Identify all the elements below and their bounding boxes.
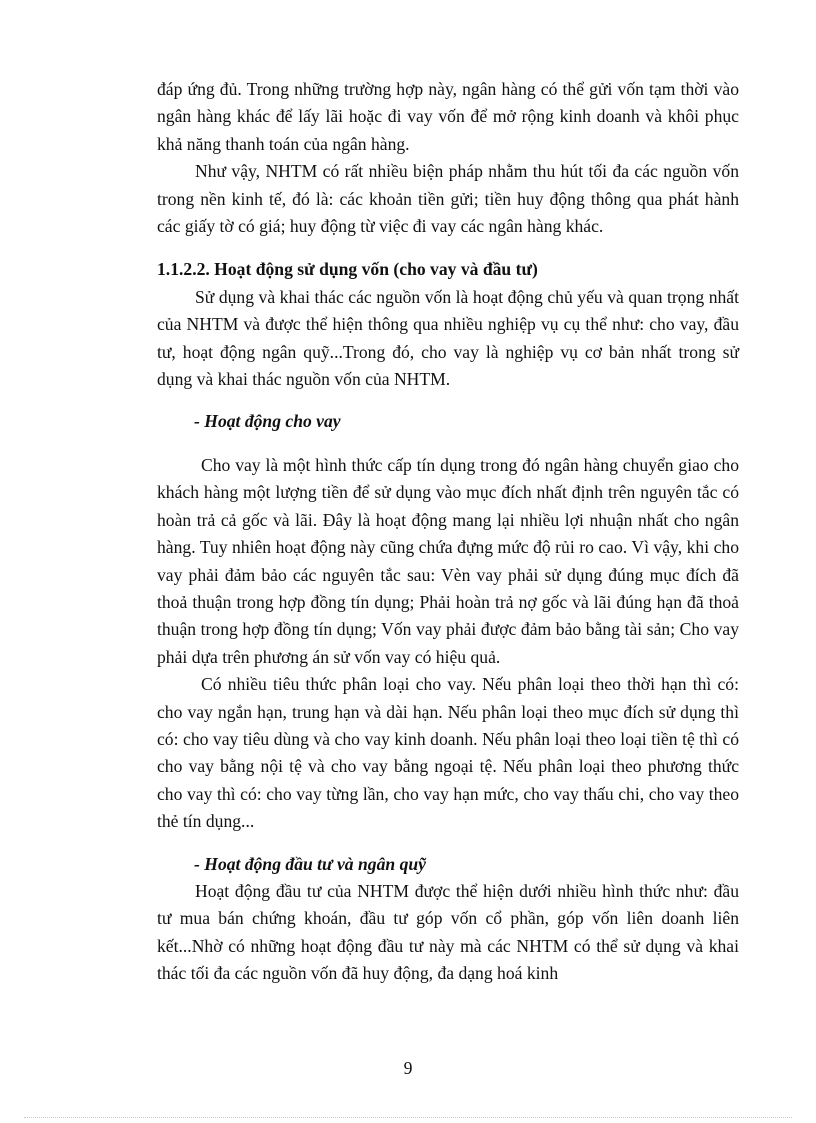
page-number: 9: [403, 1058, 413, 1078]
subheading-investment: - Hoạt động đầu tư và ngân quỹ: [194, 853, 426, 874]
paragraph-3: Sử dụng và khai thác các nguồn vốn là hoạt động chủ yếu và quan trọng nhất của NHTM và được thể hiện thông qua nhiều nghiệp vụ cụ thể như: cho vay, đầu tư, hoạt động ngân quỹ...Trong đó, cho vay là nghiệp vụ cơ bản nhất trong sử dụng và khai thác nguồn vốn của NHTM.: [157, 286, 739, 390]
paragraph-4: Cho vay là một hình thức cấp tín dụng trong đó ngân hàng chuyển giao cho khách hàng một lượng tiền để sử dụng vào mục đích nhất định trên nguyên tắc có hoàn trả cả gốc và lãi. Đây là hoạt động mang lại nhiều lợi nhuận nhất cho ngân hàng. Tuy nhiên hoạt động này cũng chứa đựng mức độ rủi ro cao. Vì vậy, khi cho vay phải đảm bảo các nguyên tắc sau: Vèn vay phải sử dụng đúng mục đích đã thoả thuận trong hợp đồng tín dụng; Phải hoàn trả nợ gốc và lãi đúng hạn đã thoả thuận trong hợp đồng tín dụng; Vốn vay phải được đảm bảo bằng tài sản; Cho vay phải dựa trên phương án sử vốn vay có hiệu quả.: [157, 454, 739, 667]
subheading-lending: - Hoạt động cho vay: [194, 411, 341, 432]
paragraph-2: Như vậy, NHTM có rất nhiều biện pháp nhằm thu hút tối đa các nguồn vốn trong nền kinh tế, đó là: các khoản tiền gửi; tiền huy động thông qua phát hành các giấy tờ có giá; huy động từ việc đi vay các ngân hàng khác.: [157, 161, 739, 237]
page-body: [157, 76, 739, 988]
section-heading: 1.1.2.2. Hoạt động sử dụng vốn (cho vay và đầu tư): [157, 259, 538, 280]
paragraph-1: đáp ứng đủ. Trong những trường hợp này, ngân hàng có thể gửi vốn tạm thời vào ngân hàng khác để lấy lãi hoặc đi vay vốn để mở rộng kinh doanh và khôi phục khả năng thanh toán của ngân hàng.: [157, 79, 739, 154]
paragraph-6: Hoạt động đầu tư của NHTM được thể hiện dưới nhiều hình thức như: đầu tư mua bán chứng khoán, đầu tư góp vốn cổ phần, góp vốn liên doanh liên kết...Nhờ có những hoạt động đầu tư này mà các NHTM có thể sử dụng và khai thác tối đa các nguồn vốn đã huy động, đa dạng hoá kinh: [157, 880, 739, 984]
page-bottom-divider: [24, 1117, 792, 1118]
paragraph-5: Có nhiều tiêu thức phân loại cho vay. Nếu phân loại theo thời hạn thì có: cho vay ngắn hạn, trung hạn và dài hạn. Nếu phân loại theo mục đích sử dụng thì có: cho vay tiêu dùng và cho vay kinh doanh. Nếu phân loại theo loại tiền tệ thì có cho vay bằng nội tệ và cho vay bằng ngoại tệ. Nếu phân loại theo phương thức cho vay thì có: cho vay từng lần, cho vay hạn mức, cho vay thấu chi, cho vay theo thẻ tín dụng...: [157, 674, 739, 832]
